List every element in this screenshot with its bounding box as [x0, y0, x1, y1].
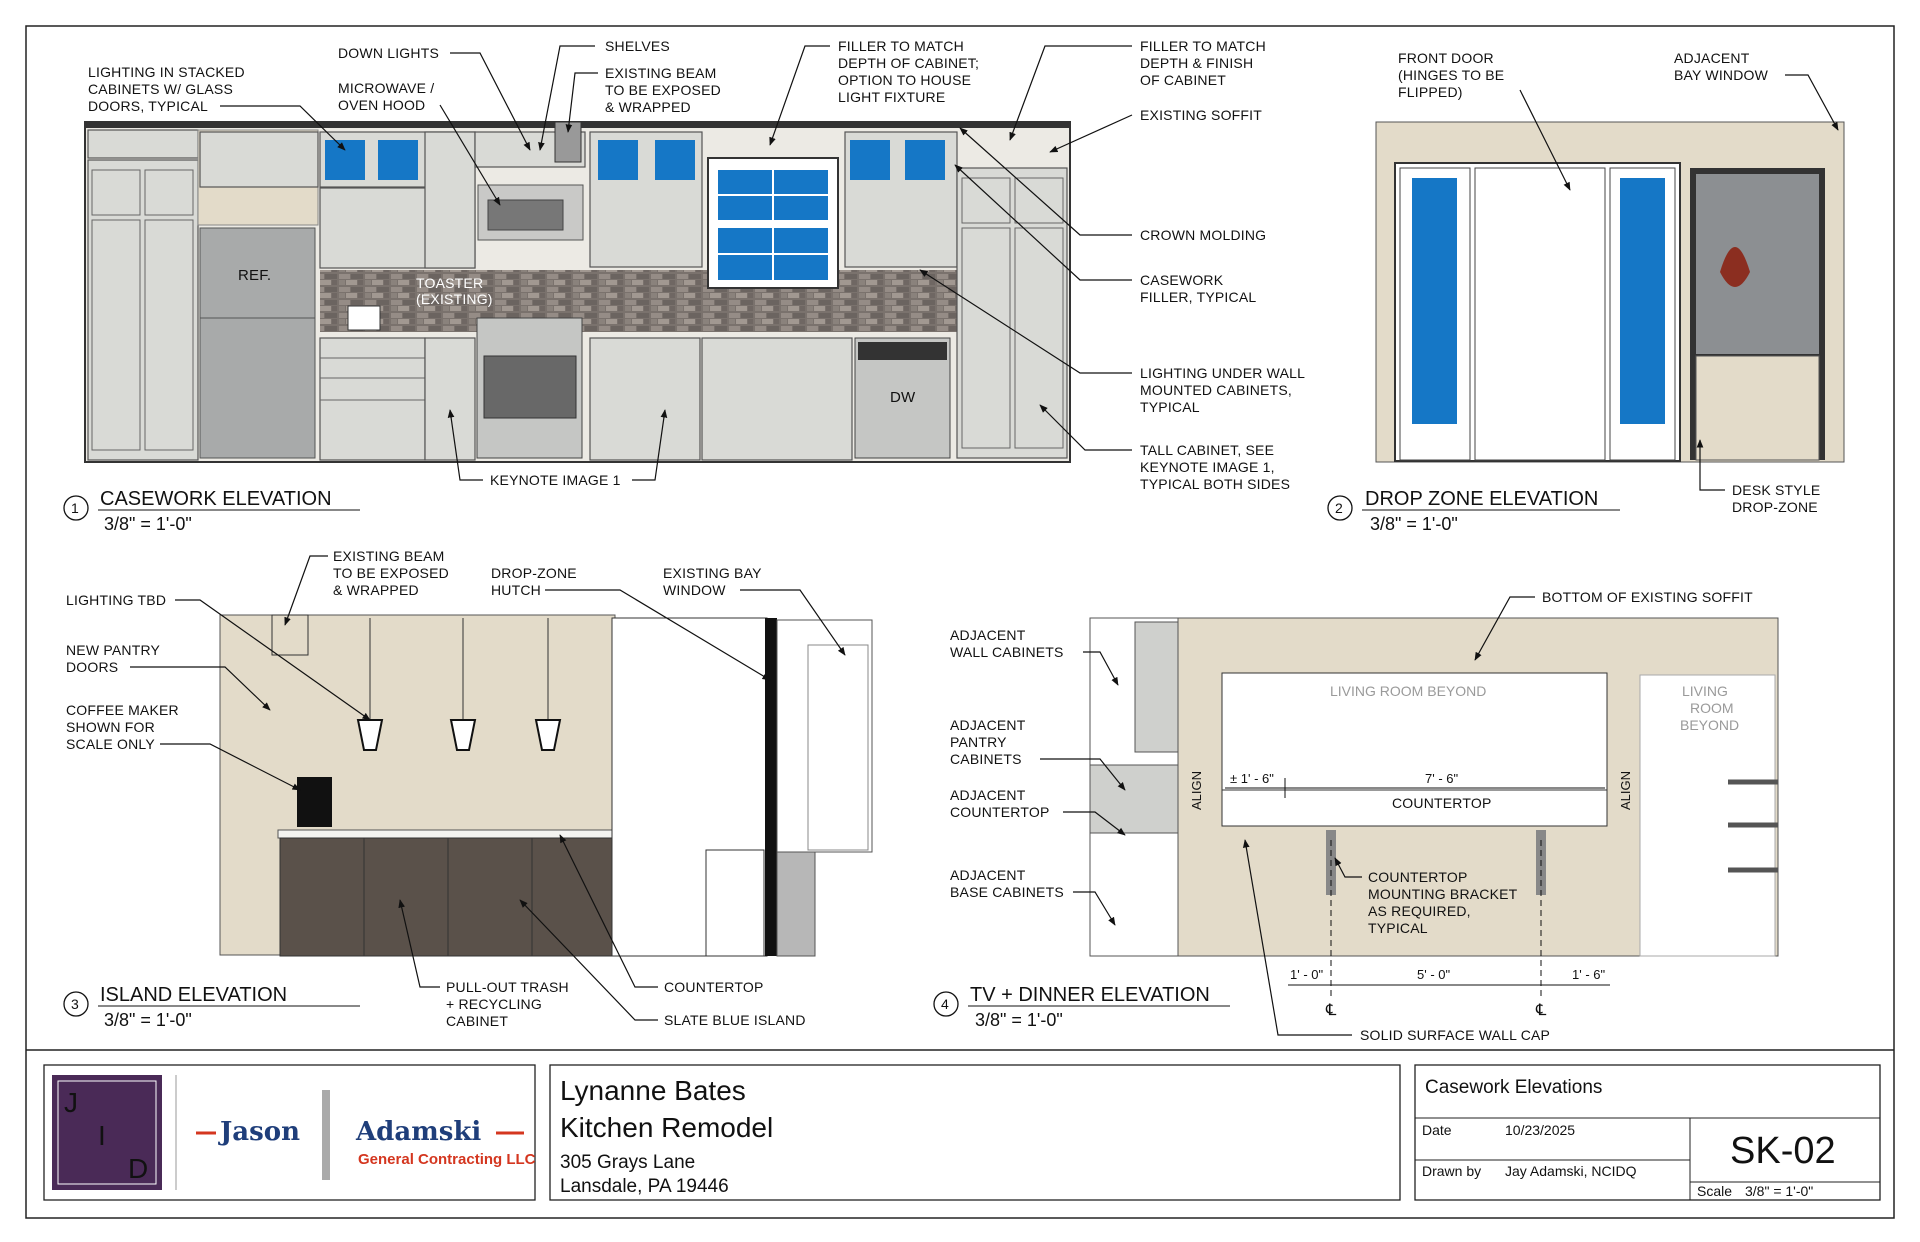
elev3-scale: 3/8" = 1'-0": [104, 1010, 192, 1030]
beam-2: TO BE EXPOSED: [605, 82, 721, 98]
hutch-1: DROP-ZONE: [491, 565, 577, 581]
filler-house-3: OPTION TO HOUSE: [838, 72, 972, 88]
logo-d: D: [128, 1153, 149, 1184]
lighting-under-2: MOUNTED CABINETS,: [1140, 382, 1292, 398]
address-1: 305 Grays Lane: [560, 1152, 696, 1173]
trash-1: PULL-OUT TRASH: [446, 979, 569, 995]
existing-soffit: EXISTING SOFFIT: [1140, 107, 1263, 123]
drawn-value: Jay Adamski, NCIDQ: [1505, 1163, 1637, 1179]
elev2-title: DROP ZONE ELEVATION: [1365, 488, 1599, 510]
casework-elevation: [85, 122, 1070, 462]
filler-finish-1: FILLER TO MATCH: [1140, 38, 1266, 54]
title-block: [44, 1065, 1880, 1200]
elev2-scale: 3/8" = 1'-0": [1370, 514, 1458, 534]
toaster-label-2: (EXISTING): [416, 291, 493, 307]
lighting-stacked-3: DOORS, TYPICAL: [88, 98, 209, 114]
adj-base-2: BASE CABINETS: [950, 884, 1064, 900]
ref-label: REF.: [238, 267, 272, 284]
sheet-number: SK-02: [1730, 1130, 1836, 1172]
lighting-stacked-1: LIGHTING IN STACKED: [88, 64, 245, 80]
dim-bottom-mid: 5' - 0": [1417, 967, 1451, 982]
filler-house-2: DEPTH OF CABINET;: [838, 55, 980, 71]
logo-sub: General Contracting LLC: [358, 1151, 536, 1168]
beam3-3: & WRAPPED: [333, 582, 419, 598]
toaster-label-1: TOASTER: [416, 275, 484, 291]
elev1-scale: 3/8" = 1'-0": [104, 514, 192, 534]
logo-j: J: [64, 1087, 78, 1118]
bay3-1: EXISTING BAY: [663, 565, 762, 581]
wall-cap: SOLID SURFACE WALL CAP: [1360, 1027, 1551, 1043]
elev3-number: 3: [71, 996, 79, 1012]
elev4-number: 4: [941, 996, 949, 1012]
trash-3: CABINET: [446, 1013, 509, 1029]
tall-cab-2: KEYNOTE IMAGE 1,: [1140, 459, 1275, 475]
beam-1: EXISTING BEAM: [605, 65, 717, 81]
casework-filler-1: CASEWORK: [1140, 272, 1224, 288]
scale-label: Scale: [1697, 1183, 1733, 1199]
desk-style-1: DESK STYLE: [1732, 482, 1821, 498]
dim-top-main: 7' - 6": [1425, 771, 1459, 786]
elev2-number: 2: [1335, 500, 1343, 516]
down-lights: DOWN LIGHTS: [338, 45, 439, 61]
date-label: Date: [1422, 1122, 1452, 1138]
elev4-title: TV + DINNER ELEVATION: [970, 984, 1210, 1006]
lighting-under-1: LIGHTING UNDER WALL: [1140, 365, 1306, 381]
logo-adamski: Adamski: [356, 1117, 482, 1147]
dim-bottom-left: 1' - 0": [1290, 967, 1324, 982]
living-side-3: BEYOND: [1680, 717, 1740, 733]
hutch-2: HUTCH: [491, 582, 541, 598]
cl-left: ℄: [1326, 1002, 1337, 1019]
bay-window-1: ADJACENT: [1674, 50, 1750, 66]
shelves: SHELVES: [605, 38, 670, 54]
filler-finish-2: DEPTH & FINISH: [1140, 55, 1254, 71]
sheet-title: Casework Elevations: [1425, 1077, 1603, 1098]
adj-wall-2: WALL CABINETS: [950, 644, 1064, 660]
tall-cab-1: TALL CABINET, SEE: [1140, 442, 1275, 458]
drawn-label: Drawn by: [1422, 1163, 1482, 1179]
microwave-2: OVEN HOOD: [338, 97, 426, 113]
keynote-label: KEYNOTE IMAGE 1: [490, 472, 621, 488]
date-value: 10/23/2025: [1505, 1122, 1576, 1138]
coffee-3: SCALE ONLY: [66, 736, 155, 752]
beam3-2: TO BE EXPOSED: [333, 565, 449, 581]
bracket-4: TYPICAL: [1368, 920, 1428, 936]
front-door-1: FRONT DOOR: [1398, 50, 1494, 66]
adj-pantry-2: PANTRY: [950, 734, 1007, 750]
adj-base-1: ADJACENT: [950, 867, 1026, 883]
adj-counter-2: COUNTERTOP: [950, 804, 1050, 820]
living-side-1: LIVING: [1682, 683, 1728, 699]
lighting-stacked-2: CABINETS W/ GLASS: [88, 81, 233, 97]
pantry-1: NEW PANTRY: [66, 642, 161, 658]
desk-style-2: DROP-ZONE: [1732, 499, 1818, 515]
logo-i: I: [98, 1120, 106, 1151]
adj-pantry-3: CABINETS: [950, 751, 1022, 767]
dim-bottom-right: 1' - 6": [1572, 967, 1606, 982]
front-door-2: (HINGES TO BE: [1398, 67, 1505, 83]
align-right: ALIGN: [1618, 770, 1633, 810]
countertop3: COUNTERTOP: [664, 979, 764, 995]
pantry-2: DOORS: [66, 659, 119, 675]
filler-house-4: LIGHT FIXTURE: [838, 89, 946, 105]
bay-window-2: BAY WINDOW: [1674, 67, 1769, 83]
bracket-3: AS REQUIRED,: [1368, 903, 1471, 919]
client-name: Lynanne Bates: [560, 1075, 746, 1106]
lighting-under-3: TYPICAL: [1140, 399, 1200, 415]
address-2: Lansdale, PA 19446: [560, 1176, 729, 1197]
bracket-1: COUNTERTOP: [1368, 869, 1468, 885]
elev1-number: 1: [71, 500, 79, 516]
elev3-title: ISLAND ELEVATION: [100, 984, 288, 1006]
scale-value: 3/8" = 1'-0": [1745, 1183, 1814, 1199]
project-name: Kitchen Remodel: [560, 1112, 774, 1143]
elev1-title: CASEWORK ELEVATION: [100, 488, 332, 510]
crown-molding: CROWN MOLDING: [1140, 227, 1267, 243]
coffee-1: COFFEE MAKER: [66, 702, 179, 718]
beam3-1: EXISTING BEAM: [333, 548, 445, 564]
trash-2: + RECYCLING: [446, 996, 542, 1012]
countertop4: COUNTERTOP: [1392, 795, 1492, 811]
living-room-label: LIVING ROOM BEYOND: [1330, 683, 1487, 699]
microwave-1: MICROWAVE /: [338, 80, 435, 96]
adj-pantry-1: ADJACENT: [950, 717, 1026, 733]
bottom-soffit: BOTTOM OF EXISTING SOFFIT: [1542, 589, 1753, 605]
bay3-2: WINDOW: [663, 582, 726, 598]
filler-house-1: FILLER TO MATCH: [838, 38, 964, 54]
island-elevation: [220, 615, 872, 956]
lighting-tbd: LIGHTING TBD: [66, 592, 167, 608]
cl-right: ℄: [1536, 1002, 1547, 1019]
adj-counter-1: ADJACENT: [950, 787, 1026, 803]
slate-blue: SLATE BLUE ISLAND: [664, 1012, 806, 1028]
living-side-2: ROOM: [1690, 700, 1734, 716]
dim-left-top: ± 1' - 6": [1230, 771, 1274, 786]
tall-cab-3: TYPICAL BOTH SIDES: [1140, 476, 1291, 492]
casework-filler-2: FILLER, TYPICAL: [1140, 289, 1257, 305]
align-left: ALIGN: [1189, 770, 1204, 810]
logo-jason: Jason: [220, 1117, 301, 1147]
bracket-2: MOUNTING BRACKET: [1368, 886, 1518, 902]
elev4-scale: 3/8" = 1'-0": [975, 1010, 1063, 1030]
beam-3: & WRAPPED: [605, 99, 691, 115]
dw-label: DW: [890, 389, 916, 406]
front-door-3: FLIPPED): [1398, 84, 1463, 100]
dropzone-elevation: [1376, 122, 1844, 462]
filler-finish-3: OF CABINET: [1140, 72, 1227, 88]
adj-wall-1: ADJACENT: [950, 627, 1026, 643]
coffee-2: SHOWN FOR: [66, 719, 155, 735]
